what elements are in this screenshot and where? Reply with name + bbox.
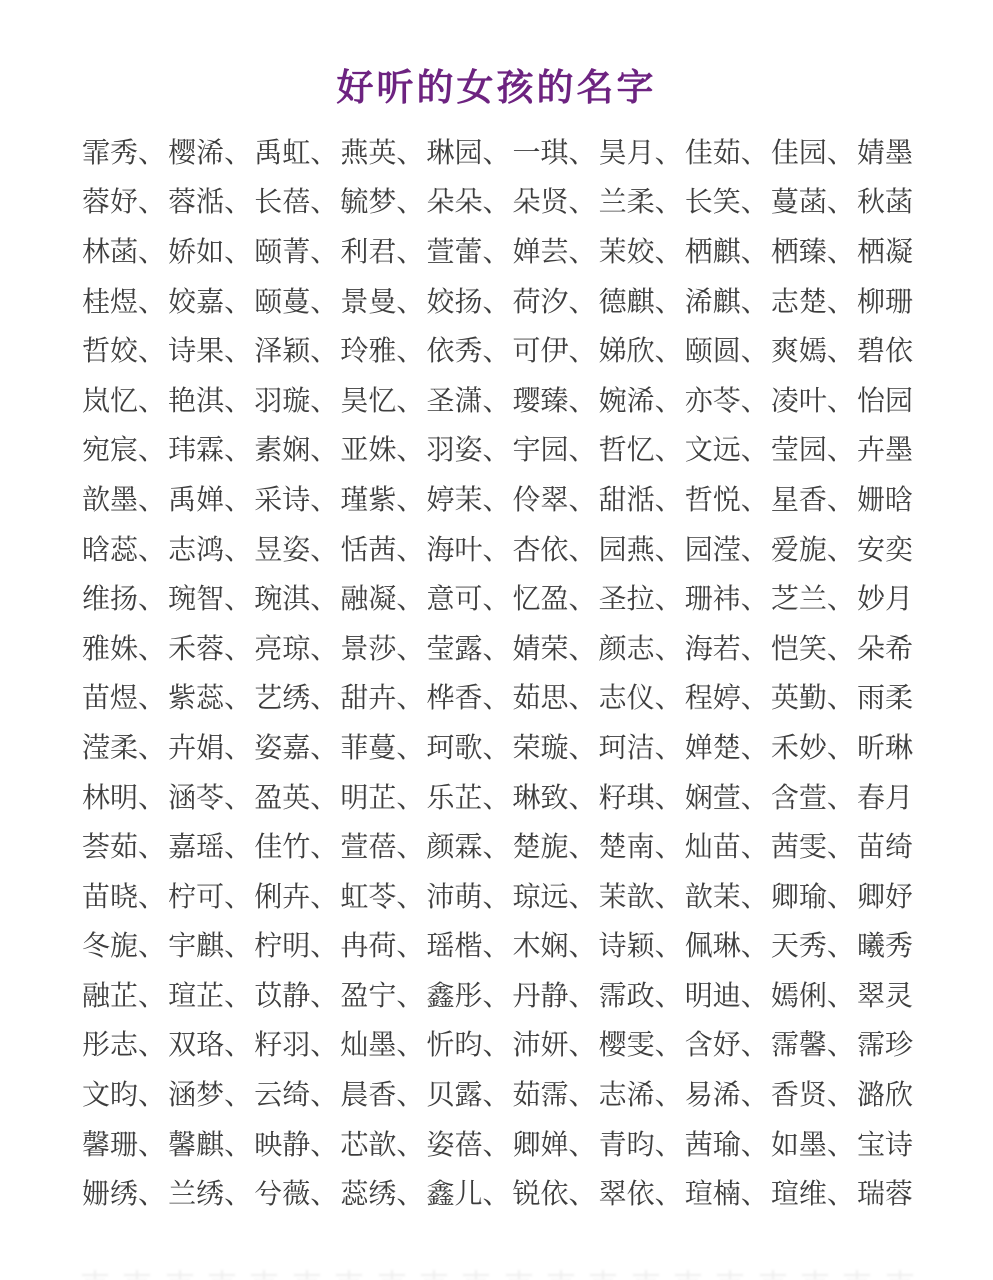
name-row — [82, 324, 913, 374]
cutoff-glyph-fragment — [167, 1270, 193, 1280]
name-item: 圣拉、 — [598, 584, 683, 616]
name-row — [82, 176, 913, 226]
name-item: 志浠、 — [598, 1080, 683, 1112]
name-item: 瑶楷、 — [426, 931, 511, 963]
name-row — [82, 1068, 913, 1118]
name-row — [82, 721, 913, 771]
name-item: 昊忆、 — [340, 385, 425, 417]
name-item: 园滢、 — [684, 534, 769, 566]
name-item: 霈政、 — [598, 980, 683, 1012]
name-item: 依秀、 — [426, 336, 511, 368]
name-item: 莹露、 — [426, 633, 511, 665]
name-item: 霈珍 — [856, 1030, 913, 1062]
name-item: 卿瑜、 — [770, 881, 855, 913]
cutoff-glyph-fragment — [82, 1270, 108, 1280]
name-item: 姣嘉、 — [168, 286, 253, 318]
name-item: 朵朵、 — [426, 187, 511, 219]
name-row — [82, 523, 913, 573]
next-page-cutoff-row — [82, 1270, 913, 1280]
name-item: 颐圆、 — [684, 336, 769, 368]
name-item: 如墨、 — [770, 1129, 855, 1161]
cutoff-glyph-fragment — [844, 1270, 870, 1280]
cutoff-glyph-fragment — [124, 1270, 150, 1280]
name-item: 碧依 — [856, 336, 913, 368]
name-item: 瑞蓉 — [856, 1179, 913, 1211]
name-row — [82, 820, 913, 870]
name-row — [82, 374, 913, 424]
name-item: 融芷、 — [82, 980, 167, 1012]
name-item: 含萱、 — [770, 782, 855, 814]
name-item: 禾蓉、 — [168, 633, 253, 665]
name-item: 佳茹、 — [684, 137, 769, 169]
name-item: 姗绣、 — [82, 1179, 167, 1211]
name-item: 荷汐、 — [512, 286, 597, 318]
name-item: 翠灵 — [856, 980, 913, 1012]
name-item: 苗绮 — [856, 832, 913, 864]
name-item: 颐菁、 — [254, 236, 339, 268]
name-item: 羽璇、 — [254, 385, 339, 417]
name-item: 素娴、 — [254, 435, 339, 467]
name-item: 晗蕊、 — [82, 534, 167, 566]
name-item: 恺笑、 — [770, 633, 855, 665]
name-item: 甜湉、 — [598, 484, 683, 516]
name-item: 雅姝、 — [82, 633, 167, 665]
name-item: 林明、 — [82, 782, 167, 814]
name-item: 俐卉、 — [254, 881, 339, 913]
page-title: 好听的女孩的名字 — [336, 67, 657, 108]
name-item: 爱旎、 — [770, 534, 855, 566]
name-item: 婧荣、 — [512, 633, 597, 665]
name-item: 亮琼、 — [254, 633, 339, 665]
name-item: 恬茜、 — [340, 534, 425, 566]
name-item: 瑾紫、 — [340, 484, 425, 516]
name-item: 志楚、 — [770, 286, 855, 318]
name-item: 哲悦、 — [684, 484, 769, 516]
name-item: 雨柔 — [856, 683, 913, 715]
name-item: 茜瑜、 — [684, 1129, 769, 1161]
name-item: 文远、 — [684, 435, 769, 467]
name-item: 沛妍、 — [512, 1030, 597, 1062]
name-item: 娇如、 — [168, 236, 253, 268]
name-item: 玮霖、 — [168, 435, 253, 467]
name-item: 海叶、 — [426, 534, 511, 566]
name-item: 珂歌、 — [426, 732, 511, 764]
name-item: 利君、 — [340, 236, 425, 268]
name-item: 楚南、 — [598, 832, 683, 864]
name-item: 柠可、 — [168, 881, 253, 913]
name-item: 禹婵、 — [168, 484, 253, 516]
name-item: 凌叶、 — [770, 385, 855, 417]
name-item: 泽颖、 — [254, 336, 339, 368]
name-item: 歆茉、 — [684, 881, 769, 913]
name-item: 霏秀、 — [82, 137, 167, 169]
name-item: 颐蔓、 — [254, 286, 339, 318]
name-item: 琳致、 — [512, 782, 597, 814]
name-item: 兰柔、 — [598, 187, 683, 219]
name-item: 木娴、 — [512, 931, 597, 963]
name-item: 昊月、 — [598, 137, 683, 169]
name-item: 佩琳、 — [684, 931, 769, 963]
name-item: 沛萌、 — [426, 881, 511, 913]
name-item: 蔓菡、 — [770, 187, 855, 219]
name-item: 伶翠、 — [512, 484, 597, 516]
name-item: 秋菡 — [856, 187, 913, 219]
name-item: 明芷、 — [340, 782, 425, 814]
name-item: 荟茹、 — [82, 832, 167, 864]
name-row — [82, 870, 913, 920]
name-item: 卉娟、 — [168, 732, 253, 764]
name-item: 双珞、 — [168, 1030, 253, 1062]
name-item: 英勤、 — [770, 683, 855, 715]
name-item: 娴萱、 — [684, 782, 769, 814]
name-item: 茹思、 — [512, 683, 597, 715]
name-item: 长笑、 — [684, 187, 769, 219]
name-item: 樱雯、 — [598, 1030, 683, 1062]
name-item: 佳园、 — [770, 137, 855, 169]
name-item: 晨香、 — [340, 1080, 425, 1112]
name-row — [82, 672, 913, 722]
name-item: 禹虹、 — [254, 137, 339, 169]
name-item: 蓉妤、 — [82, 187, 167, 219]
name-item: 昕琳 — [856, 732, 913, 764]
name-item: 芯歆、 — [340, 1129, 425, 1161]
name-item: 岚忆、 — [82, 385, 167, 417]
name-item: 一琪、 — [512, 137, 597, 169]
name-item: 怡园 — [856, 385, 913, 417]
name-item: 樱浠、 — [168, 137, 253, 169]
name-item: 桂煜、 — [82, 286, 167, 318]
name-row — [82, 1118, 913, 1168]
name-item: 林菡、 — [82, 236, 167, 268]
name-item: 艳淇、 — [168, 385, 253, 417]
name-item: 珂洁、 — [598, 732, 683, 764]
name-item: 园燕、 — [598, 534, 683, 566]
name-item: 婧墨 — [856, 137, 913, 169]
name-item: 鑫彤、 — [426, 980, 511, 1012]
name-item: 琼远、 — [512, 881, 597, 913]
name-item: 卿婵、 — [512, 1129, 597, 1161]
name-item: 贝露、 — [426, 1080, 511, 1112]
name-item: 意可、 — [426, 584, 511, 616]
name-item: 亦苓、 — [684, 385, 769, 417]
name-item: 程婷、 — [684, 683, 769, 715]
name-item: 锐依、 — [512, 1179, 597, 1211]
name-item: 颜志、 — [598, 633, 683, 665]
name-item: 紫蕊、 — [168, 683, 253, 715]
name-item: 嫣俐、 — [770, 980, 855, 1012]
name-item: 虹苓、 — [340, 881, 425, 913]
name-item: 颜霖、 — [426, 832, 511, 864]
name-item: 萱蓓、 — [340, 832, 425, 864]
name-row — [82, 920, 913, 970]
name-item: 荣璇、 — [512, 732, 597, 764]
name-row — [82, 572, 913, 622]
name-item: 婷茉、 — [426, 484, 511, 516]
name-item: 曦秀 — [856, 931, 913, 963]
cutoff-glyph-fragment — [633, 1270, 659, 1280]
name-item: 茹霈、 — [512, 1080, 597, 1112]
name-item: 爽嫣、 — [770, 336, 855, 368]
name-item: 娣欣、 — [598, 336, 683, 368]
name-item: 苗晓、 — [82, 881, 167, 913]
name-item: 柳珊 — [856, 286, 913, 318]
name-item: 毓梦、 — [340, 187, 425, 219]
name-item: 艺绣、 — [254, 683, 339, 715]
name-item: 诗颖、 — [598, 931, 683, 963]
name-item: 景莎、 — [340, 633, 425, 665]
name-item: 宝诗 — [856, 1129, 913, 1161]
cutoff-glyph-fragment — [548, 1270, 574, 1280]
name-item: 安奕 — [856, 534, 913, 566]
name-item: 菲蔓、 — [340, 732, 425, 764]
name-item: 朵贤、 — [512, 187, 597, 219]
name-item: 馨麒、 — [168, 1129, 253, 1161]
name-row — [82, 1167, 913, 1217]
name-row — [82, 1019, 913, 1069]
name-item: 易浠、 — [684, 1080, 769, 1112]
name-item: 景曼、 — [340, 286, 425, 318]
cutoff-glyph-fragment — [506, 1270, 532, 1280]
name-item: 冉荷、 — [340, 931, 425, 963]
name-item: 可伊、 — [512, 336, 597, 368]
name-item: 宇园、 — [512, 435, 597, 467]
name-item: 天秀、 — [770, 931, 855, 963]
name-item: 籽羽、 — [254, 1030, 339, 1062]
cutoff-glyph-fragment — [760, 1270, 786, 1280]
cutoff-glyph-fragment — [887, 1270, 913, 1280]
cutoff-glyph-fragment — [251, 1270, 277, 1280]
name-item: 羽姿、 — [426, 435, 511, 467]
name-item: 宛宸、 — [82, 435, 167, 467]
name-item: 婉浠、 — [598, 385, 683, 417]
name-item: 瑄楠、 — [684, 1179, 769, 1211]
name-item: 翠依、 — [598, 1179, 683, 1211]
name-item: 琬智、 — [168, 584, 253, 616]
name-item: 籽琪、 — [598, 782, 683, 814]
name-item: 志仪、 — [598, 683, 683, 715]
name-row — [82, 771, 913, 821]
name-item: 哲忆、 — [598, 435, 683, 467]
cutoff-glyph-fragment — [294, 1270, 320, 1280]
name-item: 含妤、 — [684, 1030, 769, 1062]
name-item: 瑄维、 — [770, 1179, 855, 1211]
name-item: 明迪、 — [684, 980, 769, 1012]
name-item: 乐芷、 — [426, 782, 511, 814]
name-item: 朵希 — [856, 633, 913, 665]
name-item: 姗晗 — [856, 484, 913, 516]
name-item: 冬旎、 — [82, 931, 167, 963]
name-item: 诗果、 — [168, 336, 253, 368]
name-item: 映静、 — [254, 1129, 339, 1161]
name-item: 长蓓、 — [254, 187, 339, 219]
name-item: 志鸿、 — [168, 534, 253, 566]
name-item: 馨珊、 — [82, 1129, 167, 1161]
name-item: 涵苓、 — [168, 782, 253, 814]
name-item: 莹园、 — [770, 435, 855, 467]
name-item: 燕英、 — [340, 137, 425, 169]
name-row — [82, 225, 913, 275]
name-item: 盈宁、 — [340, 980, 425, 1012]
name-item: 融凝、 — [340, 584, 425, 616]
name-item: 茉姣、 — [598, 236, 683, 268]
name-item: 兮薇、 — [254, 1179, 339, 1211]
cutoff-glyph-fragment — [379, 1270, 405, 1280]
name-item: 甜卉、 — [340, 683, 425, 715]
name-row — [82, 473, 913, 523]
name-item: 文昀、 — [82, 1080, 167, 1112]
name-item: 潞欣 — [856, 1080, 913, 1112]
name-item: 嘉瑶、 — [168, 832, 253, 864]
name-item: 兰绣、 — [168, 1179, 253, 1211]
name-item: 姿嘉、 — [254, 732, 339, 764]
name-item: 柠明、 — [254, 931, 339, 963]
name-item: 昱姿、 — [254, 534, 339, 566]
name-item: 灿墨、 — [340, 1030, 425, 1062]
name-item: 维扬、 — [82, 584, 167, 616]
name-item: 婵楚、 — [684, 732, 769, 764]
name-item: 海若、 — [684, 633, 769, 665]
name-item: 星香、 — [770, 484, 855, 516]
cutoff-glyph-fragment — [463, 1270, 489, 1280]
name-item: 灿苗、 — [684, 832, 769, 864]
name-item: 杏依、 — [512, 534, 597, 566]
name-item: 彤志、 — [82, 1030, 167, 1062]
cutoff-glyph-fragment — [590, 1270, 616, 1280]
name-item: 蕊绣、 — [340, 1179, 425, 1211]
name-item: 宇麒、 — [168, 931, 253, 963]
cutoff-glyph-fragment — [802, 1270, 828, 1280]
name-item: 珊祎、 — [684, 584, 769, 616]
cutoff-glyph-fragment — [336, 1270, 362, 1280]
name-item: 忻昀、 — [426, 1030, 511, 1062]
name-item: 滢柔、 — [82, 732, 167, 764]
name-item: 盈英、 — [254, 782, 339, 814]
name-item: 亚姝、 — [340, 435, 425, 467]
name-item: 琳园、 — [426, 137, 511, 169]
name-item: 茜雯、 — [770, 832, 855, 864]
name-item: 璎臻、 — [512, 385, 597, 417]
name-item: 茉歆、 — [598, 881, 683, 913]
name-item: 忆盈、 — [512, 584, 597, 616]
cutoff-glyph-fragment — [421, 1270, 447, 1280]
name-row — [82, 126, 913, 176]
name-item: 浠麒、 — [684, 286, 769, 318]
name-item: 琬淇、 — [254, 584, 339, 616]
name-item: 桦香、 — [426, 683, 511, 715]
name-item: 圣潇、 — [426, 385, 511, 417]
name-item: 卉墨 — [856, 435, 913, 467]
name-item: 姣扬、 — [426, 286, 511, 318]
name-item: 芝兰、 — [770, 584, 855, 616]
names-list — [82, 126, 913, 1217]
name-item: 鑫儿、 — [426, 1179, 511, 1211]
name-item: 采诗、 — [254, 484, 339, 516]
name-item: 青昀、 — [598, 1129, 683, 1161]
name-row — [82, 969, 913, 1019]
name-item: 歆墨、 — [82, 484, 167, 516]
name-item: 丹静、 — [512, 980, 597, 1012]
name-item: 瑄芷、 — [168, 980, 253, 1012]
name-item: 禾妙、 — [770, 732, 855, 764]
name-item: 佳竹、 — [254, 832, 339, 864]
name-item: 云绮、 — [254, 1080, 339, 1112]
cutoff-glyph-fragment — [675, 1270, 701, 1280]
name-row — [82, 622, 913, 672]
cutoff-glyph-fragment — [209, 1270, 235, 1280]
name-item: 卿妤 — [856, 881, 913, 913]
name-item: 霈馨、 — [770, 1030, 855, 1062]
name-item: 栖凝 — [856, 236, 913, 268]
name-item: 德麒、 — [598, 286, 683, 318]
name-item: 萱蕾、 — [426, 236, 511, 268]
name-item: 哲姣、 — [82, 336, 167, 368]
name-item: 苡静、 — [254, 980, 339, 1012]
name-item: 栖臻、 — [770, 236, 855, 268]
name-item: 婵芸、 — [512, 236, 597, 268]
name-item: 春月 — [856, 782, 913, 814]
name-row — [82, 424, 913, 474]
name-item: 姿蓓、 — [426, 1129, 511, 1161]
name-row — [82, 275, 913, 325]
cutoff-glyph-fragment — [717, 1270, 743, 1280]
name-item: 妙月 — [856, 584, 913, 616]
name-item: 玲雅、 — [340, 336, 425, 368]
name-item: 涵梦、 — [168, 1080, 253, 1112]
name-item: 香贤、 — [770, 1080, 855, 1112]
name-item: 楚旎、 — [512, 832, 597, 864]
name-item: 栖麒、 — [684, 236, 769, 268]
name-item: 苗煜、 — [82, 683, 167, 715]
name-item: 蓉湉、 — [168, 187, 253, 219]
